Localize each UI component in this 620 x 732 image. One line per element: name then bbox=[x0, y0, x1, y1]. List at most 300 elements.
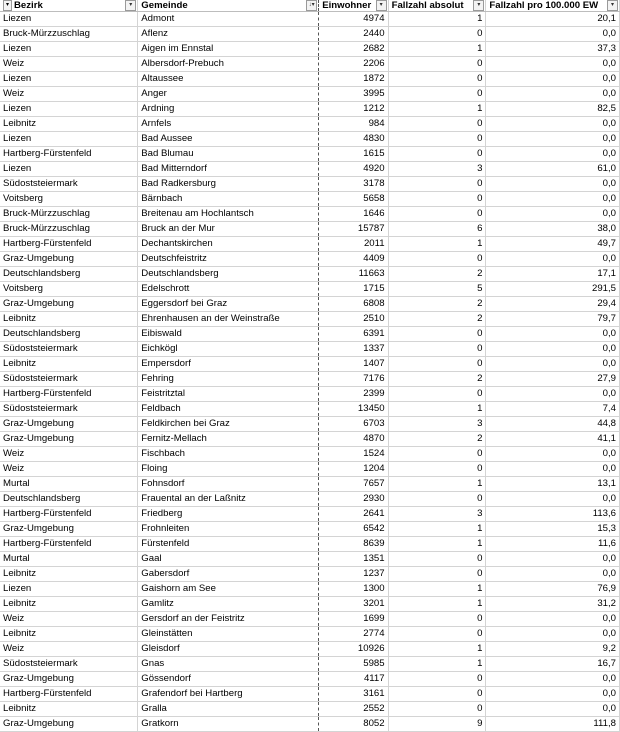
cell-gemeinde[interactable]: Eggersdorf bei Graz bbox=[138, 297, 319, 312]
cell-einwohner[interactable]: 4409 bbox=[319, 252, 388, 267]
cell-gemeinde[interactable]: Fehring bbox=[138, 372, 319, 387]
table-row[interactable] bbox=[0, 267, 620, 282]
cell-einwohner[interactable]: 1715 bbox=[319, 282, 388, 297]
cell-einwohner[interactable]: 3161 bbox=[319, 687, 388, 702]
header-fallzahl-absolut[interactable]: Fallzahl absolut ▾ bbox=[388, 0, 486, 12]
table-row[interactable] bbox=[0, 597, 620, 612]
table-row[interactable] bbox=[0, 132, 620, 147]
cell-fallzahl-absolut[interactable]: 9 bbox=[388, 717, 486, 732]
cell-fallzahl-absolut[interactable]: 1 bbox=[388, 657, 486, 672]
cell-bezirk[interactable]: Weiz bbox=[0, 612, 138, 627]
cell-gemeinde[interactable]: Arnfels bbox=[138, 117, 319, 132]
cell-einwohner[interactable]: 2440 bbox=[319, 27, 388, 42]
cell-gemeinde[interactable]: Feistritztal bbox=[138, 387, 319, 402]
cell-gemeinde[interactable]: Bad Blumau bbox=[138, 147, 319, 162]
cell-fallzahl-pro-100000[interactable]: 0,0 bbox=[486, 57, 620, 72]
cell-gemeinde[interactable]: Bruck an der Mur bbox=[138, 222, 319, 237]
cell-gemeinde[interactable]: Bad Mitterndorf bbox=[138, 162, 319, 177]
cell-fallzahl-pro-100000[interactable]: 0,0 bbox=[486, 132, 620, 147]
cell-einwohner[interactable]: 1524 bbox=[319, 447, 388, 462]
table-row[interactable] bbox=[0, 72, 620, 87]
cell-fallzahl-absolut[interactable]: 1 bbox=[388, 42, 486, 57]
cell-bezirk[interactable]: Hartberg-Fürstenfeld bbox=[0, 537, 138, 552]
cell-bezirk[interactable]: Hartberg-Fürstenfeld bbox=[0, 147, 138, 162]
cell-fallzahl-pro-100000[interactable]: 0,0 bbox=[486, 387, 620, 402]
cell-gemeinde[interactable]: Empersdorf bbox=[138, 357, 319, 372]
cell-gemeinde[interactable]: Gleinstätten bbox=[138, 627, 319, 642]
cell-einwohner[interactable]: 11663 bbox=[319, 267, 388, 282]
table-row[interactable] bbox=[0, 102, 620, 117]
table-row[interactable] bbox=[0, 687, 620, 702]
cell-fallzahl-pro-100000[interactable]: 0,0 bbox=[486, 552, 620, 567]
cell-bezirk[interactable]: Deutschlandsberg bbox=[0, 492, 138, 507]
cell-fallzahl-pro-100000[interactable]: 20,1 bbox=[486, 12, 620, 27]
cell-bezirk[interactable]: Südoststeiermark bbox=[0, 402, 138, 417]
cell-bezirk[interactable]: Graz-Umgebung bbox=[0, 297, 138, 312]
cell-fallzahl-pro-100000[interactable]: 0,0 bbox=[486, 27, 620, 42]
cell-gemeinde[interactable]: Gersdorf an der Feistritz bbox=[138, 612, 319, 627]
cell-fallzahl-absolut[interactable]: 3 bbox=[388, 162, 486, 177]
cell-fallzahl-pro-100000[interactable]: 0,0 bbox=[486, 207, 620, 222]
cell-fallzahl-pro-100000[interactable]: 0,0 bbox=[486, 627, 620, 642]
cell-fallzahl-pro-100000[interactable]: 0,0 bbox=[486, 462, 620, 477]
cell-fallzahl-absolut[interactable]: 1 bbox=[388, 597, 486, 612]
cell-fallzahl-absolut[interactable]: 1 bbox=[388, 12, 486, 27]
cell-bezirk[interactable]: Liezen bbox=[0, 102, 138, 117]
cell-fallzahl-pro-100000[interactable]: 29,4 bbox=[486, 297, 620, 312]
cell-fallzahl-absolut[interactable]: 1 bbox=[388, 522, 486, 537]
cell-einwohner[interactable]: 4830 bbox=[319, 132, 388, 147]
cell-fallzahl-absolut[interactable]: 0 bbox=[388, 72, 486, 87]
cell-einwohner[interactable]: 7176 bbox=[319, 372, 388, 387]
cell-bezirk[interactable]: Graz-Umgebung bbox=[0, 717, 138, 732]
cell-einwohner[interactable]: 1300 bbox=[319, 582, 388, 597]
cell-fallzahl-absolut[interactable]: 2 bbox=[388, 297, 486, 312]
cell-einwohner[interactable]: 8052 bbox=[319, 717, 388, 732]
cell-fallzahl-absolut[interactable]: 5 bbox=[388, 282, 486, 297]
cell-gemeinde[interactable]: Anger bbox=[138, 87, 319, 102]
cell-einwohner[interactable]: 10926 bbox=[319, 642, 388, 657]
cell-gemeinde[interactable]: Admont bbox=[138, 12, 319, 27]
cell-bezirk[interactable]: Südoststeiermark bbox=[0, 177, 138, 192]
cell-fallzahl-absolut[interactable]: 0 bbox=[388, 342, 486, 357]
cell-bezirk[interactable]: Bruck-Mürzzuschlag bbox=[0, 27, 138, 42]
cell-fallzahl-pro-100000[interactable]: 0,0 bbox=[486, 87, 620, 102]
cell-einwohner[interactable]: 4117 bbox=[319, 672, 388, 687]
cell-bezirk[interactable]: Hartberg-Fürstenfeld bbox=[0, 387, 138, 402]
cell-fallzahl-absolut[interactable]: 2 bbox=[388, 312, 486, 327]
table-row[interactable] bbox=[0, 117, 620, 132]
table-row[interactable] bbox=[0, 252, 620, 267]
cell-fallzahl-pro-100000[interactable]: 17,1 bbox=[486, 267, 620, 282]
cell-fallzahl-pro-100000[interactable]: 113,6 bbox=[486, 507, 620, 522]
cell-einwohner[interactable]: 6808 bbox=[319, 297, 388, 312]
cell-fallzahl-pro-100000[interactable]: 0,0 bbox=[486, 687, 620, 702]
cell-fallzahl-absolut[interactable]: 0 bbox=[388, 147, 486, 162]
cell-fallzahl-pro-100000[interactable]: 9,2 bbox=[486, 642, 620, 657]
table-row[interactable] bbox=[0, 462, 620, 477]
cell-gemeinde[interactable]: Altaussee bbox=[138, 72, 319, 87]
cell-einwohner[interactable]: 1237 bbox=[319, 567, 388, 582]
cell-gemeinde[interactable]: Eibiswald bbox=[138, 327, 319, 342]
cell-bezirk[interactable]: Weiz bbox=[0, 447, 138, 462]
filter-active-icon[interactable]: ▾ bbox=[3, 0, 12, 11]
cell-fallzahl-pro-100000[interactable]: 82,5 bbox=[486, 102, 620, 117]
cell-fallzahl-absolut[interactable]: 0 bbox=[388, 567, 486, 582]
cell-gemeinde[interactable]: Eichkögl bbox=[138, 342, 319, 357]
cell-fallzahl-pro-100000[interactable]: 0,0 bbox=[486, 357, 620, 372]
cell-einwohner[interactable]: 1351 bbox=[319, 552, 388, 567]
cell-einwohner[interactable]: 2552 bbox=[319, 702, 388, 717]
cell-fallzahl-absolut[interactable]: 0 bbox=[388, 357, 486, 372]
cell-fallzahl-absolut[interactable]: 0 bbox=[388, 57, 486, 72]
cell-einwohner[interactable]: 1872 bbox=[319, 72, 388, 87]
cell-fallzahl-pro-100000[interactable]: 0,0 bbox=[486, 672, 620, 687]
cell-fallzahl-pro-100000[interactable]: 44,8 bbox=[486, 417, 620, 432]
cell-gemeinde[interactable]: Albersdorf-Prebuch bbox=[138, 57, 319, 72]
cell-fallzahl-absolut[interactable]: 0 bbox=[388, 117, 486, 132]
sort-filter-active-icon[interactable]: ↓▾ bbox=[306, 0, 317, 11]
table-row[interactable] bbox=[0, 162, 620, 177]
cell-einwohner[interactable]: 1212 bbox=[319, 102, 388, 117]
cell-fallzahl-absolut[interactable]: 0 bbox=[388, 87, 486, 102]
cell-einwohner[interactable]: 6542 bbox=[319, 522, 388, 537]
cell-fallzahl-absolut[interactable]: 1 bbox=[388, 102, 486, 117]
table-row[interactable] bbox=[0, 42, 620, 57]
cell-einwohner[interactable]: 4974 bbox=[319, 12, 388, 27]
cell-einwohner[interactable]: 2641 bbox=[319, 507, 388, 522]
cell-gemeinde[interactable]: Bad Aussee bbox=[138, 132, 319, 147]
cell-bezirk[interactable]: Graz-Umgebung bbox=[0, 417, 138, 432]
cell-fallzahl-pro-100000[interactable]: 0,0 bbox=[486, 252, 620, 267]
cell-bezirk[interactable]: Leibnitz bbox=[0, 567, 138, 582]
cell-gemeinde[interactable]: Ardning bbox=[138, 102, 319, 117]
cell-einwohner[interactable]: 2774 bbox=[319, 627, 388, 642]
table-row[interactable] bbox=[0, 327, 620, 342]
cell-fallzahl-pro-100000[interactable]: 41,1 bbox=[486, 432, 620, 447]
cell-bezirk[interactable]: Südoststeiermark bbox=[0, 657, 138, 672]
cell-fallzahl-absolut[interactable]: 2 bbox=[388, 372, 486, 387]
cell-einwohner[interactable]: 15787 bbox=[319, 222, 388, 237]
header-einwohner[interactable]: Einwohner ▾ bbox=[319, 0, 388, 12]
cell-einwohner[interactable]: 2930 bbox=[319, 492, 388, 507]
table-row[interactable] bbox=[0, 222, 620, 237]
cell-fallzahl-absolut[interactable]: 0 bbox=[388, 462, 486, 477]
cell-bezirk[interactable]: Graz-Umgebung bbox=[0, 252, 138, 267]
cell-fallzahl-absolut[interactable]: 0 bbox=[388, 327, 486, 342]
table-row[interactable] bbox=[0, 702, 620, 717]
cell-fallzahl-pro-100000[interactable]: 7,4 bbox=[486, 402, 620, 417]
cell-fallzahl-absolut[interactable]: 0 bbox=[388, 627, 486, 642]
cell-fallzahl-absolut[interactable]: 3 bbox=[388, 507, 486, 522]
cell-fallzahl-absolut[interactable]: 0 bbox=[388, 672, 486, 687]
cell-bezirk[interactable]: Deutschlandsberg bbox=[0, 267, 138, 282]
cell-bezirk[interactable]: Weiz bbox=[0, 57, 138, 72]
cell-einwohner[interactable]: 6391 bbox=[319, 327, 388, 342]
filter-dropdown-icon[interactable]: ▾ bbox=[607, 0, 618, 11]
cell-einwohner[interactable]: 1337 bbox=[319, 342, 388, 357]
cell-bezirk[interactable]: Murtal bbox=[0, 552, 138, 567]
cell-gemeinde[interactable]: Fürstenfeld bbox=[138, 537, 319, 552]
cell-fallzahl-absolut[interactable]: 0 bbox=[388, 252, 486, 267]
cell-gemeinde[interactable]: Bärnbach bbox=[138, 192, 319, 207]
table-row[interactable] bbox=[0, 357, 620, 372]
table-row[interactable] bbox=[0, 147, 620, 162]
cell-fallzahl-pro-100000[interactable]: 0,0 bbox=[486, 147, 620, 162]
cell-einwohner[interactable]: 1407 bbox=[319, 357, 388, 372]
cell-fallzahl-pro-100000[interactable]: 0,0 bbox=[486, 612, 620, 627]
cell-bezirk[interactable]: Bruck-Mürzzuschlag bbox=[0, 207, 138, 222]
cell-gemeinde[interactable]: Edelschrott bbox=[138, 282, 319, 297]
cell-fallzahl-pro-100000[interactable]: 49,7 bbox=[486, 237, 620, 252]
cell-bezirk[interactable]: Deutschlandsberg bbox=[0, 327, 138, 342]
filter-dropdown-icon[interactable]: ▾ bbox=[376, 0, 387, 11]
table-row[interactable] bbox=[0, 582, 620, 597]
table-row[interactable] bbox=[0, 447, 620, 462]
table-row[interactable] bbox=[0, 387, 620, 402]
cell-einwohner[interactable]: 7657 bbox=[319, 477, 388, 492]
cell-gemeinde[interactable]: Grafendorf bei Hartberg bbox=[138, 687, 319, 702]
table-row[interactable] bbox=[0, 552, 620, 567]
cell-fallzahl-absolut[interactable]: 0 bbox=[388, 192, 486, 207]
cell-einwohner[interactable]: 984 bbox=[319, 117, 388, 132]
cell-bezirk[interactable]: Südoststeiermark bbox=[0, 372, 138, 387]
cell-fallzahl-absolut[interactable]: 6 bbox=[388, 222, 486, 237]
cell-gemeinde[interactable]: Gabersdorf bbox=[138, 567, 319, 582]
cell-fallzahl-absolut[interactable]: 0 bbox=[388, 612, 486, 627]
cell-gemeinde[interactable]: Gleisdorf bbox=[138, 642, 319, 657]
cell-bezirk[interactable]: Graz-Umgebung bbox=[0, 522, 138, 537]
cell-fallzahl-pro-100000[interactable]: 37,3 bbox=[486, 42, 620, 57]
header-gemeinde[interactable]: Gemeinde ↓▾ bbox=[138, 0, 319, 12]
cell-gemeinde[interactable]: Gössendorf bbox=[138, 672, 319, 687]
cell-fallzahl-pro-100000[interactable]: 76,9 bbox=[486, 582, 620, 597]
cell-einwohner[interactable]: 3201 bbox=[319, 597, 388, 612]
cell-gemeinde[interactable]: Gaishorn am See bbox=[138, 582, 319, 597]
cell-bezirk[interactable]: Graz-Umgebung bbox=[0, 672, 138, 687]
cell-gemeinde[interactable]: Gamlitz bbox=[138, 597, 319, 612]
cell-gemeinde[interactable]: Gnas bbox=[138, 657, 319, 672]
table-row[interactable] bbox=[0, 12, 620, 27]
cell-fallzahl-absolut[interactable]: 0 bbox=[388, 702, 486, 717]
cell-einwohner[interactable]: 5985 bbox=[319, 657, 388, 672]
cell-fallzahl-pro-100000[interactable]: 291,5 bbox=[486, 282, 620, 297]
cell-gemeinde[interactable]: Gralla bbox=[138, 702, 319, 717]
cell-einwohner[interactable]: 2510 bbox=[319, 312, 388, 327]
table-row[interactable] bbox=[0, 567, 620, 582]
cell-fallzahl-absolut[interactable]: 0 bbox=[388, 27, 486, 42]
cell-fallzahl-absolut[interactable]: 2 bbox=[388, 432, 486, 447]
cell-bezirk[interactable]: Weiz bbox=[0, 462, 138, 477]
cell-fallzahl-pro-100000[interactable]: 0,0 bbox=[486, 192, 620, 207]
cell-bezirk[interactable]: Voitsberg bbox=[0, 282, 138, 297]
cell-einwohner[interactable]: 3995 bbox=[319, 87, 388, 102]
cell-fallzahl-absolut[interactable]: 1 bbox=[388, 582, 486, 597]
cell-fallzahl-absolut[interactable]: 1 bbox=[388, 477, 486, 492]
cell-einwohner[interactable]: 2011 bbox=[319, 237, 388, 252]
cell-fallzahl-absolut[interactable]: 0 bbox=[388, 492, 486, 507]
cell-bezirk[interactable]: Leibnitz bbox=[0, 312, 138, 327]
cell-gemeinde[interactable]: Frauental an der Laßnitz bbox=[138, 492, 319, 507]
cell-bezirk[interactable]: Hartberg-Fürstenfeld bbox=[0, 687, 138, 702]
cell-gemeinde[interactable]: Deutschlandsberg bbox=[138, 267, 319, 282]
cell-fallzahl-pro-100000[interactable]: 0,0 bbox=[486, 702, 620, 717]
table-row[interactable] bbox=[0, 177, 620, 192]
cell-bezirk[interactable]: Leibnitz bbox=[0, 117, 138, 132]
cell-gemeinde[interactable]: Fernitz-Mellach bbox=[138, 432, 319, 447]
cell-fallzahl-absolut[interactable]: 1 bbox=[388, 237, 486, 252]
cell-einwohner[interactable]: 3178 bbox=[319, 177, 388, 192]
cell-einwohner[interactable]: 5658 bbox=[319, 192, 388, 207]
cell-bezirk[interactable]: Leibnitz bbox=[0, 597, 138, 612]
filter-dropdown-icon[interactable]: ▾ bbox=[125, 0, 136, 11]
cell-gemeinde[interactable]: Gratkorn bbox=[138, 717, 319, 732]
table-row[interactable] bbox=[0, 192, 620, 207]
table-row[interactable] bbox=[0, 477, 620, 492]
cell-bezirk[interactable]: Leibnitz bbox=[0, 702, 138, 717]
cell-bezirk[interactable]: Liezen bbox=[0, 132, 138, 147]
cell-einwohner[interactable]: 6703 bbox=[319, 417, 388, 432]
cell-fallzahl-pro-100000[interactable]: 0,0 bbox=[486, 447, 620, 462]
cell-bezirk[interactable]: Liezen bbox=[0, 12, 138, 27]
cell-bezirk[interactable]: Weiz bbox=[0, 87, 138, 102]
table-row[interactable] bbox=[0, 87, 620, 102]
cell-gemeinde[interactable]: Gaal bbox=[138, 552, 319, 567]
cell-bezirk[interactable]: Liezen bbox=[0, 582, 138, 597]
table-row[interactable] bbox=[0, 282, 620, 297]
table-row[interactable] bbox=[0, 642, 620, 657]
cell-fallzahl-pro-100000[interactable]: 0,0 bbox=[486, 342, 620, 357]
cell-fallzahl-pro-100000[interactable]: 0,0 bbox=[486, 177, 620, 192]
cell-einwohner[interactable]: 2206 bbox=[319, 57, 388, 72]
table-row[interactable] bbox=[0, 627, 620, 642]
cell-gemeinde[interactable]: Feldkirchen bei Graz bbox=[138, 417, 319, 432]
table-row[interactable] bbox=[0, 507, 620, 522]
cell-gemeinde[interactable]: Deutschfeistritz bbox=[138, 252, 319, 267]
cell-bezirk[interactable]: Voitsberg bbox=[0, 192, 138, 207]
cell-bezirk[interactable]: Südoststeiermark bbox=[0, 342, 138, 357]
cell-fallzahl-pro-100000[interactable]: 0,0 bbox=[486, 72, 620, 87]
cell-fallzahl-absolut[interactable]: 1 bbox=[388, 537, 486, 552]
table-row[interactable] bbox=[0, 402, 620, 417]
cell-bezirk[interactable]: Hartberg-Fürstenfeld bbox=[0, 507, 138, 522]
cell-bezirk[interactable]: Weiz bbox=[0, 642, 138, 657]
cell-fallzahl-pro-100000[interactable]: 0,0 bbox=[486, 492, 620, 507]
cell-gemeinde[interactable]: Feldbach bbox=[138, 402, 319, 417]
table-row[interactable] bbox=[0, 342, 620, 357]
cell-gemeinde[interactable]: Fischbach bbox=[138, 447, 319, 462]
table-row[interactable] bbox=[0, 207, 620, 222]
header-row bbox=[0, 0, 620, 12]
table-row[interactable] bbox=[0, 612, 620, 627]
cell-fallzahl-absolut[interactable]: 0 bbox=[388, 687, 486, 702]
cell-bezirk[interactable]: Liezen bbox=[0, 42, 138, 57]
table-row[interactable] bbox=[0, 417, 620, 432]
cell-gemeinde[interactable]: Bad Radkersburg bbox=[138, 177, 319, 192]
table-row[interactable] bbox=[0, 492, 620, 507]
cell-bezirk[interactable]: Leibnitz bbox=[0, 357, 138, 372]
table-row[interactable] bbox=[0, 312, 620, 327]
cell-bezirk[interactable]: Hartberg-Fürstenfeld bbox=[0, 237, 138, 252]
cell-fallzahl-pro-100000[interactable]: 79,7 bbox=[486, 312, 620, 327]
cell-gemeinde[interactable]: Friedberg bbox=[138, 507, 319, 522]
cell-einwohner[interactable]: 2399 bbox=[319, 387, 388, 402]
cell-einwohner[interactable]: 8639 bbox=[319, 537, 388, 552]
cell-fallzahl-pro-100000[interactable]: 0,0 bbox=[486, 327, 620, 342]
table-row[interactable] bbox=[0, 57, 620, 72]
table-row[interactable] bbox=[0, 237, 620, 252]
cell-fallzahl-pro-100000[interactable]: 15,3 bbox=[486, 522, 620, 537]
cell-gemeinde[interactable]: Floing bbox=[138, 462, 319, 477]
header-bezirk[interactable]: ▾ Bezirk ▾ bbox=[0, 0, 138, 12]
cell-einwohner[interactable]: 1204 bbox=[319, 462, 388, 477]
table-row[interactable] bbox=[0, 27, 620, 42]
cell-fallzahl-absolut[interactable]: 0 bbox=[388, 552, 486, 567]
cell-bezirk[interactable]: Leibnitz bbox=[0, 627, 138, 642]
cell-gemeinde[interactable]: Aflenz bbox=[138, 27, 319, 42]
cell-fallzahl-absolut[interactable]: 0 bbox=[388, 207, 486, 222]
cell-fallzahl-absolut[interactable]: 0 bbox=[388, 387, 486, 402]
cell-fallzahl-pro-100000[interactable]: 0,0 bbox=[486, 567, 620, 582]
cell-fallzahl-pro-100000[interactable]: 111,8 bbox=[486, 717, 620, 732]
cell-bezirk[interactable]: Murtal bbox=[0, 477, 138, 492]
cell-einwohner[interactable]: 4920 bbox=[319, 162, 388, 177]
cell-einwohner[interactable]: 13450 bbox=[319, 402, 388, 417]
cell-fallzahl-pro-100000[interactable]: 13,1 bbox=[486, 477, 620, 492]
cell-bezirk[interactable]: Liezen bbox=[0, 162, 138, 177]
cell-einwohner[interactable]: 1699 bbox=[319, 612, 388, 627]
cell-fallzahl-pro-100000[interactable]: 16,7 bbox=[486, 657, 620, 672]
cell-bezirk[interactable]: Bruck-Mürzzuschlag bbox=[0, 222, 138, 237]
cell-fallzahl-pro-100000[interactable]: 38,0 bbox=[486, 222, 620, 237]
table-row[interactable] bbox=[0, 522, 620, 537]
cell-einwohner[interactable]: 2682 bbox=[319, 42, 388, 57]
cell-fallzahl-absolut[interactable]: 3 bbox=[388, 417, 486, 432]
table-row[interactable] bbox=[0, 372, 620, 387]
cell-fallzahl-absolut[interactable]: 0 bbox=[388, 177, 486, 192]
cell-fallzahl-pro-100000[interactable]: 61,0 bbox=[486, 162, 620, 177]
filter-dropdown-icon[interactable]: ▾ bbox=[473, 0, 484, 11]
cell-gemeinde[interactable]: Dechantskirchen bbox=[138, 237, 319, 252]
header-fallzahl-pro-100000[interactable]: Fallzahl pro 100.000 EW ▾ bbox=[486, 0, 620, 12]
cell-fallzahl-absolut[interactable]: 1 bbox=[388, 642, 486, 657]
cell-fallzahl-pro-100000[interactable]: 31,2 bbox=[486, 597, 620, 612]
cell-einwohner[interactable]: 4870 bbox=[319, 432, 388, 447]
table-row[interactable] bbox=[0, 432, 620, 447]
table-row[interactable] bbox=[0, 537, 620, 552]
cell-einwohner[interactable]: 1646 bbox=[319, 207, 388, 222]
cell-fallzahl-pro-100000[interactable]: 0,0 bbox=[486, 117, 620, 132]
cell-bezirk[interactable]: Liezen bbox=[0, 72, 138, 87]
cell-fallzahl-pro-100000[interactable]: 27,9 bbox=[486, 372, 620, 387]
table-row[interactable] bbox=[0, 717, 620, 732]
cell-fallzahl-absolut[interactable]: 0 bbox=[388, 447, 486, 462]
table-row[interactable] bbox=[0, 672, 620, 687]
table-row[interactable] bbox=[0, 297, 620, 312]
cell-gemeinde[interactable]: Aigen im Ennstal bbox=[138, 42, 319, 57]
cell-gemeinde[interactable]: Breitenau am Hochlantsch bbox=[138, 207, 319, 222]
cell-einwohner[interactable]: 1615 bbox=[319, 147, 388, 162]
cell-fallzahl-absolut[interactable]: 0 bbox=[388, 132, 486, 147]
table-row[interactable] bbox=[0, 657, 620, 672]
cell-fallzahl-absolut[interactable]: 2 bbox=[388, 267, 486, 282]
cell-fallzahl-absolut[interactable]: 1 bbox=[388, 402, 486, 417]
cell-bezirk[interactable]: Graz-Umgebung bbox=[0, 432, 138, 447]
cell-fallzahl-pro-100000[interactable]: 11,6 bbox=[486, 537, 620, 552]
cell-gemeinde[interactable]: Ehrenhausen an der Weinstraße bbox=[138, 312, 319, 327]
cell-gemeinde[interactable]: Fohnsdorf bbox=[138, 477, 319, 492]
cell-gemeinde[interactable]: Frohnleiten bbox=[138, 522, 319, 537]
